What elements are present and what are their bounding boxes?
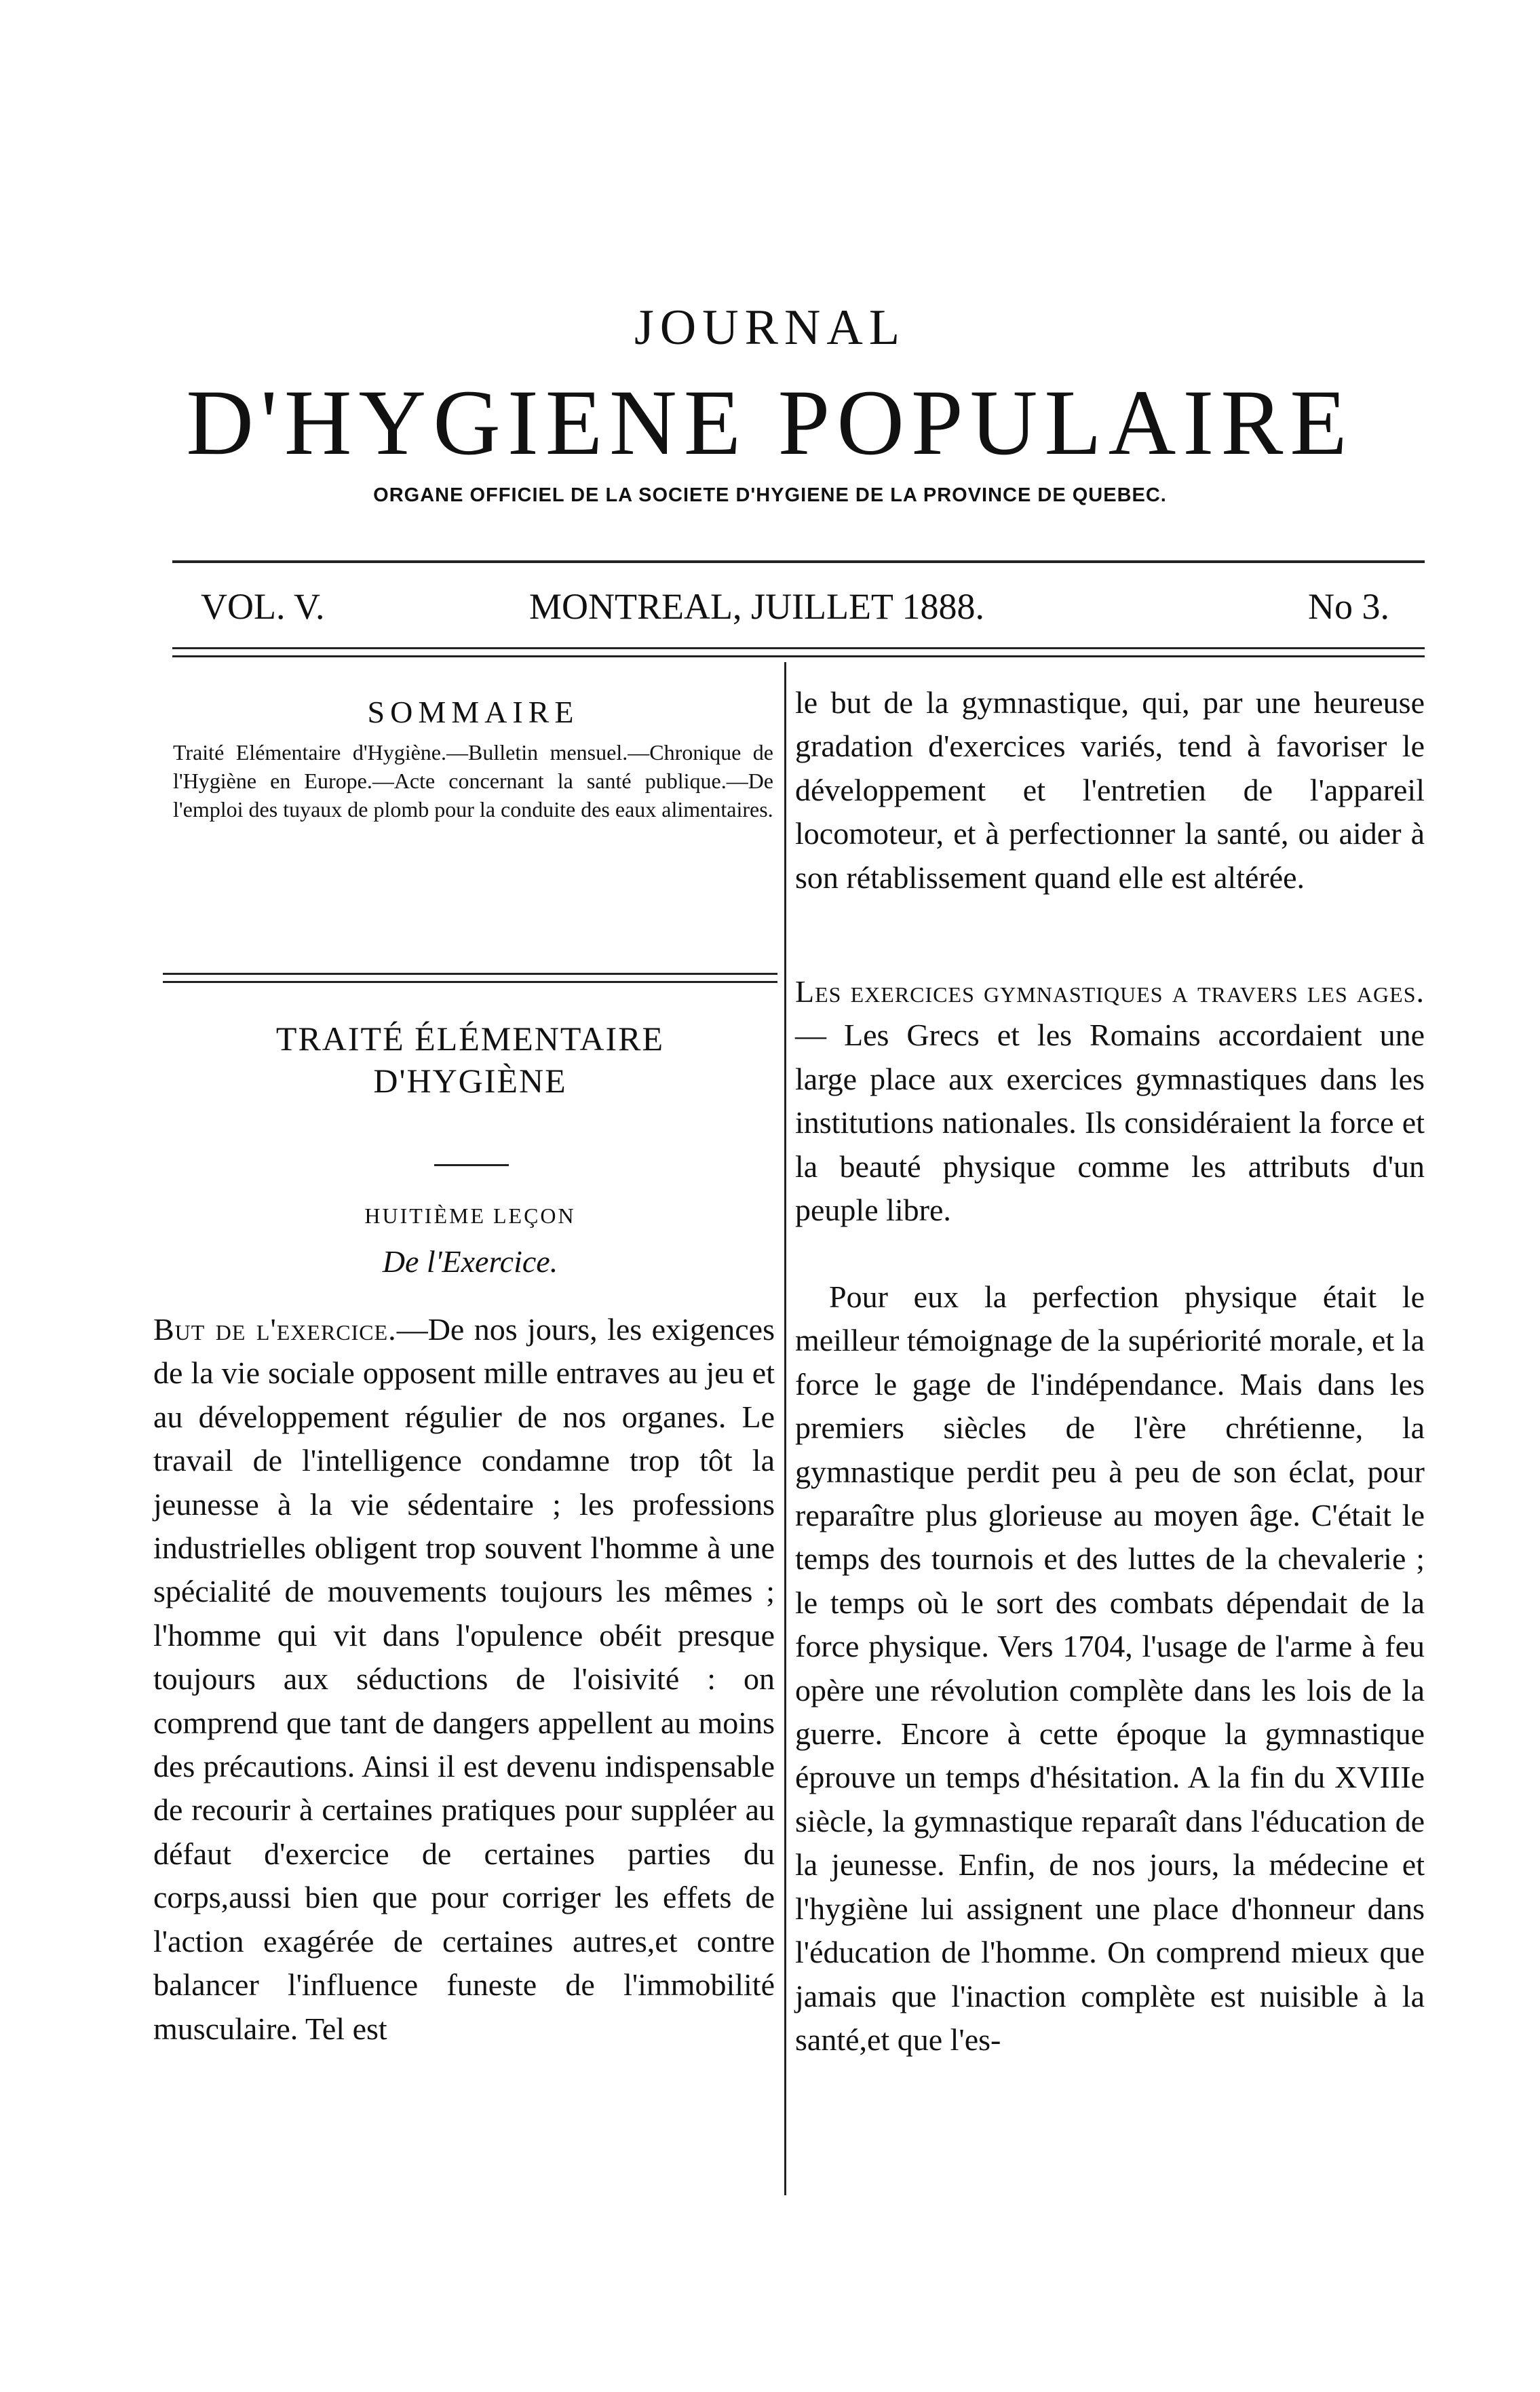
section-rule xyxy=(163,973,777,975)
organ-subtitle: ORGANE OFFICIEL DE LA SOCIETE D'HYGIENE DE LA PROVINCE DE QUEBEC. xyxy=(373,484,1167,506)
article-paragraph-1 xyxy=(153,1308,775,2051)
sommaire-text: Traité Elémentaire d'Hygiène.—Bulletin mensuel.—Chronique de l'Hygiène en Europe.—Acte concernant la santé publique.—De l'emploi des tuyaux de plomb pour la conduite des eaux alimentaires. xyxy=(173,740,773,822)
article-paragraph-3: Pour eux la perfection physique était le meilleur témoignage de la supériorité morale, et la force le gage de l'indépendance. Mais dans les premiers siècles de l'ère chrétienne, la gymnastique perdit peu à peu de son éclat, pour reparaître plus glorieuse au moyen âge. C'était le temps des tournois et des luttes de la chevalerie ; le temps où le sort des combats dépendait de la force physique. Vers 1704, l'usage de l'arme à feu opère une révolution complète dans les lois de la guerre. Encore à cette époque la gymnastique éprouve un temps d'hésitation. A la fin du XVIIIe siècle, la gymnastique reparaît dans l'éducation de la jeunesse. Enfin, de nos jours, la médecine et l'hygiène lui assignent une place d'honneur dans l'éducation de l'homme. On comprend mieux que jamais que l'inaction complète est nuisible à la santé,et que l'es- xyxy=(795,1279,1425,2057)
subsection-title: De l'Exercice. xyxy=(382,1244,558,1279)
masthead-top-rule xyxy=(172,560,1425,563)
title-separator xyxy=(434,1164,509,1166)
masthead-bottom-rule xyxy=(172,647,1425,649)
journal-heading: JOURNAL xyxy=(634,300,906,355)
paragraph-heading: Les exercices gymnastiques a travers les ages. xyxy=(795,974,1425,1009)
sommaire-heading: SOMMAIRE xyxy=(367,695,579,729)
masthead-bottom-rule-2 xyxy=(172,655,1425,657)
paragraph-text: —De nos jours, les exigences de la vie sociale opposent mille entraves au jeu et au développement régulier de nos organes. Le travail de l'intelligence condamne trop tôt la jeunesse à la vie sédentaire ; les professions industrielles obligent trop souvent l'homme à une spécialité de mouvements toujours les mêmes ; l'homme qui vit dans l'opulence obéit presque toujours aux séductions de l'oisivité : on comprend que tant de dangers appellent au moins des précautions. Ainsi il est devenu indispensable de recourir à certaines pratiques pour suppléer au défaut d'exercice de certaines parties du corps,aussi bien que pour corriger les effets de l'action exagérée de certaines autres,et contre balancer l'influence funeste de l'immobilité musculaire. Tel est xyxy=(153,1312,775,2046)
lesson-heading: HUITIÈME LEÇON xyxy=(364,1203,576,1228)
paragraph-text: — Les Grecs et les Romains accordaient une large place aux exercices gymnastiques dans les institutions nationales. Ils considéraient la force et la beauté physique comme les attributs d'un peuple libre. xyxy=(795,1018,1425,1228)
section-rule-2 xyxy=(163,981,777,983)
volume-label: VOL. V. xyxy=(201,586,325,627)
article-title-line2: D'HYGIÈNE xyxy=(373,1062,567,1100)
article-title-line1: TRAITÉ ÉLÉMENTAIRE xyxy=(275,1020,665,1058)
publication-title: D'HYGIENE POPULAIRE xyxy=(186,370,1354,474)
issue-number: No 3. xyxy=(1308,586,1389,627)
paragraph-heading: But de l'exercice. xyxy=(153,1312,397,1347)
article-paragraph-1-continued: le but de la gymnastique, qui, par une heureuse gradation d'exercices variés, tend à favoriser le développement et l'entretien de l'appareil locomoteur, et à perfectionner la santé, ou aider à son rétablissement quand elle est altérée. xyxy=(795,685,1425,895)
dateline: MONTREAL, JUILLET 1888. xyxy=(529,586,984,627)
article-paragraph-2 xyxy=(795,970,1425,1232)
column-divider xyxy=(784,662,786,2195)
article-title xyxy=(163,1018,777,1102)
